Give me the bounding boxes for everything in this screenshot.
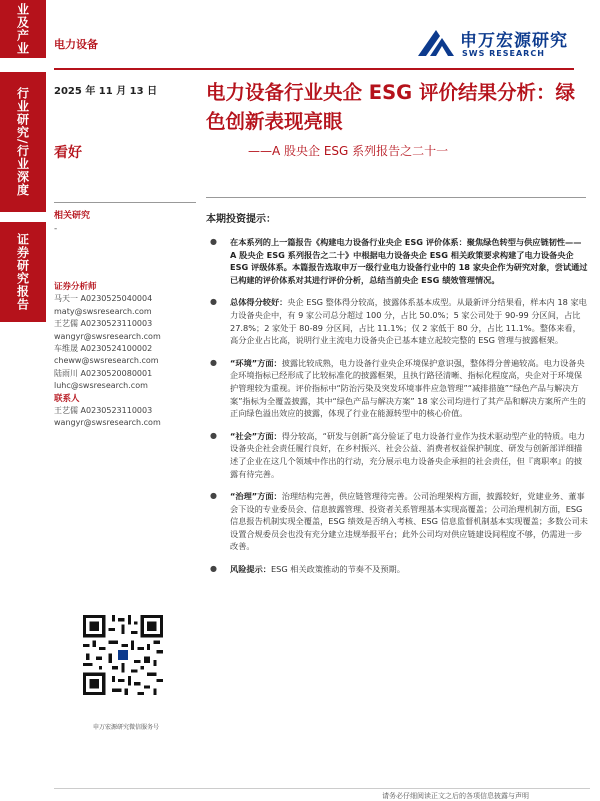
analyst-header: 证券分析师 bbox=[54, 282, 97, 292]
left-divider bbox=[54, 202, 196, 203]
logo-mark-icon bbox=[416, 26, 456, 62]
header-divider bbox=[54, 68, 574, 70]
analyst-line: 车维晟 A0230524100002 bbox=[54, 344, 153, 354]
sidebar-tag-industry bbox=[0, 0, 46, 58]
investment-bullets bbox=[208, 236, 588, 586]
analyst-line: 马天一 A0230525040004 bbox=[54, 294, 153, 304]
bullet-dot-icon: ● bbox=[210, 237, 217, 246]
qr-code[interactable] bbox=[83, 615, 163, 695]
investment-hint-heading: 本期投资提示： bbox=[206, 214, 276, 225]
bullet-text: 披露比较成熟，电力设备行业央企环境保护意识强，整体得分普遍较高。电力设备央企环境指标已经形成了比较标准化的披露框架，且执行路径清晰、指标化程度高，央企对于环境保护管理较为重视。评价指标中“防治污染及突发环境事件应急管理”“减排措施”“绿色产品与解决方案”指标为全覆盖披露，其中“绿色产品与解决方案” 18 家公司均进行了其产品和解决方案所产生的正向绿色溢出效应的披露，体现了行业在能源转型中的核心价值。 bbox=[230, 357, 586, 419]
list-item bbox=[208, 357, 588, 420]
bullet-text: 央企 ESG 整体得分较高，披露体系基本成型。从最新评分结果看，样本内 18 家电力设备央企中，有 9 家公司总分超过 100 分，占比 50.0%；5 家公司处于 90-99 分区间，占比 27.8%；2 家处于 80-89 分区间，占比 11.1%；仅 2 家低于 80 分，占比 11.1%。整体来看，高分企业占比高，说明行业主流电力设备央企已基本建立起较完整的 ESG 管理与披露框架。 bbox=[230, 297, 587, 346]
contact-line: 王艺儒 A0230523110003 bbox=[54, 406, 153, 416]
report-subtitle: ——A 股央企 ESG 系列报告之二十一 bbox=[248, 144, 449, 158]
contact-line: wangyr@swsresearch.com bbox=[54, 418, 161, 428]
related-research-item: - bbox=[54, 224, 58, 234]
bullet-bold: “治理”方面： bbox=[230, 491, 282, 502]
qr-caption: 申万宏源研究微信服务号 bbox=[92, 724, 159, 731]
bullet-dot-icon: ● bbox=[210, 564, 217, 574]
bullet-dot-icon: ● bbox=[210, 357, 217, 367]
list-item bbox=[208, 563, 588, 576]
rating-label: 看好 bbox=[54, 145, 82, 161]
analyst-line: maty@swsresearch.com bbox=[54, 306, 152, 316]
sector-label: 电力设备 bbox=[54, 38, 98, 51]
bullet-text: ESG 相关政策推动的节奏不及预期。 bbox=[270, 564, 405, 575]
left-sidebar bbox=[0, 0, 46, 800]
company-logo bbox=[416, 22, 586, 66]
analyst-line: cheww@swsresearch.com bbox=[54, 356, 159, 366]
report-title: 电力设备行业央企 ESG 评价结果分析：绿色创新表现亮眼 bbox=[206, 81, 575, 133]
analyst-line: wangyr@swsresearch.com bbox=[54, 331, 161, 341]
bullet-bold: “社会”方面： bbox=[230, 430, 282, 441]
bullet-bold: 在本系列的上一篇报告《构建电力设备行业央企 ESG 评价体系：聚焦绿色转型与供应链韧性—— A 股央企 ESG 系列报告之二十》中根据电力设备央企 ESG 相关政策要求构建了电力设备央企 ESG 评级体系。本篇报告选取申万一级行业电力设备行业中的 18 家央企作为研究对象，尝试通过已构建的评价体系对其进行评价分析，总结当前央企 ESG 绩效管理情况。 bbox=[230, 237, 588, 285]
sidebar-tag-report-type-label: 行业研究/行业深度 bbox=[15, 87, 30, 197]
bullet-bold: “环境”方面： bbox=[230, 357, 282, 368]
logo-text-cn: 申万宏源研究 bbox=[460, 31, 568, 51]
list-item bbox=[208, 430, 588, 480]
analyst-line: 王艺儒 A0230523110003 bbox=[54, 319, 153, 329]
contact-header: 联系人 bbox=[54, 393, 80, 404]
list-item bbox=[208, 296, 588, 346]
bullet-dot-icon: ● bbox=[210, 297, 217, 307]
bullet-dot-icon: ● bbox=[210, 491, 217, 501]
sidebar-tag-securities bbox=[0, 222, 46, 322]
list-item bbox=[208, 490, 588, 553]
sidebar-tag-report-type bbox=[0, 72, 46, 212]
bullet-text: 治理结构完善，供应链管理待完善。公司治理架构方面，披露较好，党建业务、董事会下设的专业委员会、信息披露管理、投资者关系管理基本实现高覆盖；公司治理机制方面，ESG 信息报告机制实现全覆盖，ESG 绩效是否纳入考核、ESG 信息监督机制基本实现覆盖；多数公司未设置合规委员会也没有充分建立违规举报平台；此外公司均对供应链建设间程度不够，仍需进一步改善。 bbox=[230, 491, 588, 552]
footer-divider bbox=[54, 788, 590, 789]
related-research-label: 相关研究 bbox=[54, 211, 91, 221]
title-divider bbox=[206, 197, 586, 198]
footer-disclaimer: 请务必仔细阅读正文之后的各项信息披露与声明 bbox=[382, 792, 529, 800]
bullet-bold: 风险提示： bbox=[230, 564, 271, 575]
bullet-bold: 总体得分较好： bbox=[230, 297, 288, 308]
analyst-line: 陆雨川 A0230520080001 bbox=[54, 368, 153, 378]
sidebar-tag-industry-label: 业及产业 bbox=[15, 3, 30, 55]
sidebar-tag-securities-label: 证券研究报告 bbox=[15, 233, 30, 311]
report-date: 2025 年 11 月 13 日 bbox=[54, 86, 158, 97]
list-item bbox=[208, 236, 588, 286]
bullet-dot-icon: ● bbox=[210, 430, 217, 440]
bullet-text: 得分较高，“研发与创新”高分验证了电力设备行业作为技术驱动型产业的特质。电力设备央企社会责任履行良好，在乡村振兴、社会公益、消费者权益保护制度、研发与创新部详细描述了企业在这几个领域中作出的行动，充分展示电力设备央企承担的社会责任，但『离职率』的披露有待完善。 bbox=[230, 430, 585, 479]
analyst-list bbox=[54, 281, 199, 430]
analyst-line: luhc@swsresearch.com bbox=[54, 381, 148, 391]
logo-text-en: SWS RESEARCH bbox=[462, 49, 545, 58]
